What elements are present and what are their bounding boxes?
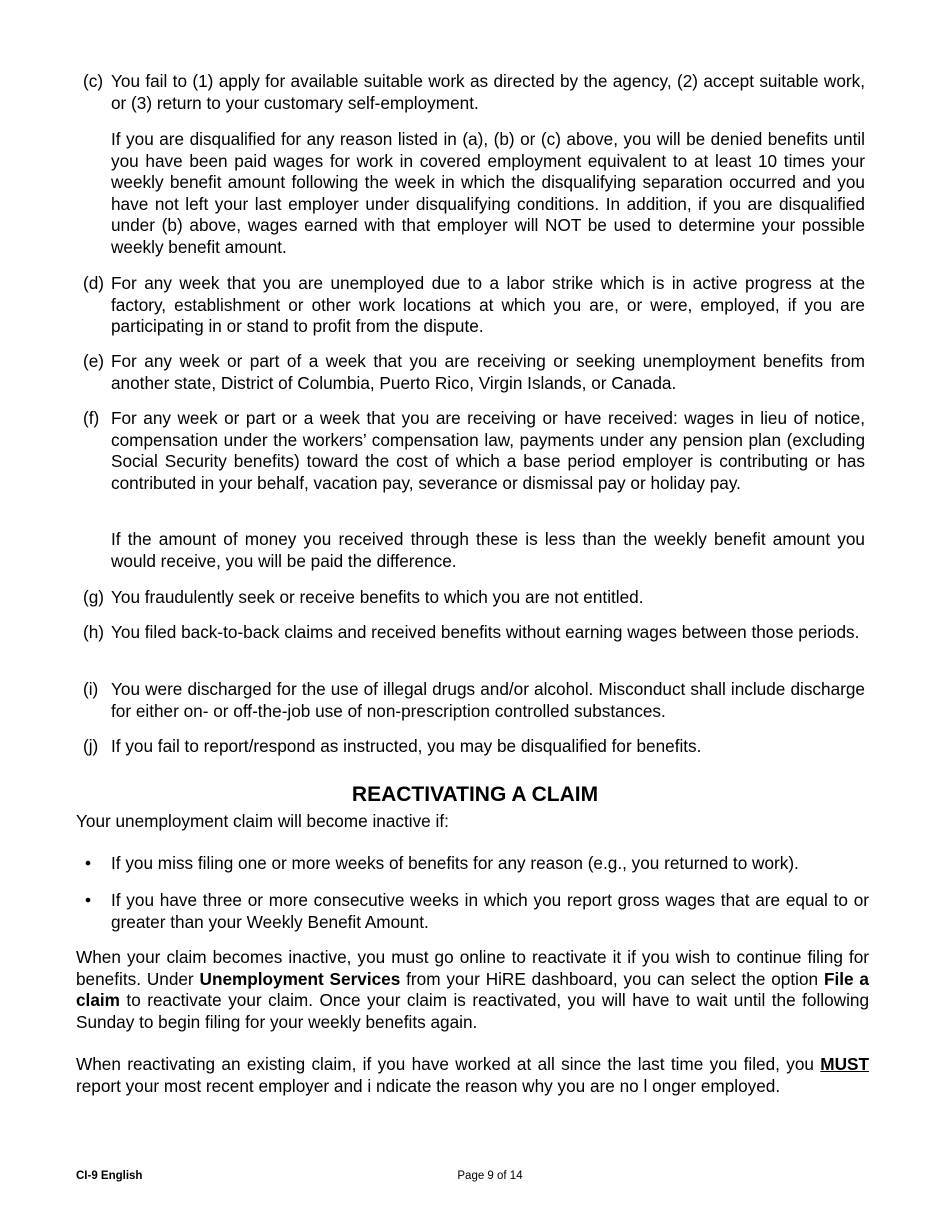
para-text: When your claim becomes inactive, you must go online to reactivate it if you wish to continue filing for benefits. Under: [76, 947, 869, 989]
difference-note: If the amount of money you received through these is less than the weekly benefit amount you would receive, you will be paid the difference.: [111, 529, 865, 571]
list-item-e: [83, 351, 865, 394]
item-label: (d): [83, 273, 105, 293]
bullet-text: If you miss filing one or more weeks of benefits for any reason (e.g., you returned to work).: [111, 853, 799, 873]
item-text: For any week or part or a week that you are receiving or have received: wages in lieu of notice, compensation under the workers’ compensation law, payments under any pension plan (excluding Social Security benefits) toward the cost of which a base period employer is contributing or has contributed in your behalf, vacation pay, severance or dismissal pay or holiday pay.: [111, 408, 865, 493]
form-id: CI-9 English: [76, 1170, 143, 1182]
bullet-dot: •: [85, 890, 92, 910]
section-intro: Your unemployment claim will become inactive if:: [76, 811, 449, 831]
reactivation-paragraph: [76, 947, 869, 1033]
unemployment-services-term: Unemployment Services: [199, 968, 401, 989]
list-item-f: [83, 408, 865, 494]
list-item-j: [83, 736, 865, 758]
item-text: You filed back-to-back claims and received benefits without earning wages between those periods.: [111, 622, 860, 642]
list-item-i: [83, 679, 865, 722]
para-text: to reactivate your claim. Once your claim is reactivated, you will have to wait until the following Sunday to begin filing for your weekly benefits again.: [76, 990, 869, 1032]
item-label: (e): [83, 351, 105, 371]
para-text: from your HiRE dashboard, you can select the option: [400, 968, 824, 989]
bullet-item: [76, 853, 869, 875]
list-item-c: [83, 71, 865, 114]
list-item-h: [83, 622, 865, 644]
item-label: (i): [83, 679, 99, 699]
page-number: Page 9 of 14: [457, 1170, 523, 1182]
file-a-claim-term: File a claim: [76, 968, 869, 1010]
existing-claim-paragraph: [76, 1054, 869, 1097]
item-text: You were discharged for the use of illegal drugs and/or alcohol. Misconduct shall include discharge for either on- or off-the-job use of non-prescription controlled substances.: [111, 679, 865, 721]
list-item-d: [83, 273, 865, 338]
item-text: You fail to (1) apply for available suitable work as directed by the agency, (2) accept suitable work, or (3) return to your customary self-employment.: [111, 71, 865, 113]
bullet-item: [76, 890, 869, 933]
list-item-g: [83, 587, 865, 609]
item-text: For any week that you are unemployed due to a labor strike which is in active progress at the factory, establishment or other work locations at which you are, or were, employed, if you are participating in or stand to profit from the dispute.: [111, 273, 865, 336]
bullet-text: If you have three or more consecutive weeks in which you report gross wages that are equal to or greater than your Weekly Benefit Amount.: [111, 890, 869, 932]
para-text: report your most recent employer and i ndicate the reason why you are no l onger employed.: [76, 1075, 781, 1096]
item-label: (f): [83, 408, 100, 428]
item-text: You fraudulently seek or receive benefits to which you are not entitled.: [111, 587, 644, 607]
must-emphasis: MUST: [820, 1054, 869, 1074]
item-label: (j): [83, 736, 99, 756]
disqualification-note: If you are disqualified for any reason listed in (a), (b) or (c) above, you will be denied benefits until you have been paid wages for work in covered employment equivalent to at least 10 times your weekly benefit amount following the week in which the disqualifying separation occurred and you have not left your last employer under disqualifying conditions. In addition, if you are disqualified under (b) above, wages earned with that employer will NOT be used to determine your possible weekly benefit amount.: [111, 129, 865, 257]
item-label: (g): [83, 587, 105, 607]
para-text: When reactivating an existing claim, if you have worked at all since the last time you filed, you: [76, 1054, 821, 1074]
bullet-dot: •: [85, 853, 92, 873]
item-label: (h): [83, 622, 105, 642]
item-text: For any week or part of a week that you are receiving or seeking unemployment benefits from another state, District of Columbia, Puerto Rico, Virgin Islands, or Canada.: [111, 351, 865, 393]
section-heading: REACTIVATING A CLAIM: [351, 783, 599, 806]
item-label: (c): [83, 71, 104, 91]
item-text: If you fail to report/respond as instructed, you may be disqualified for benefits.: [111, 736, 702, 756]
